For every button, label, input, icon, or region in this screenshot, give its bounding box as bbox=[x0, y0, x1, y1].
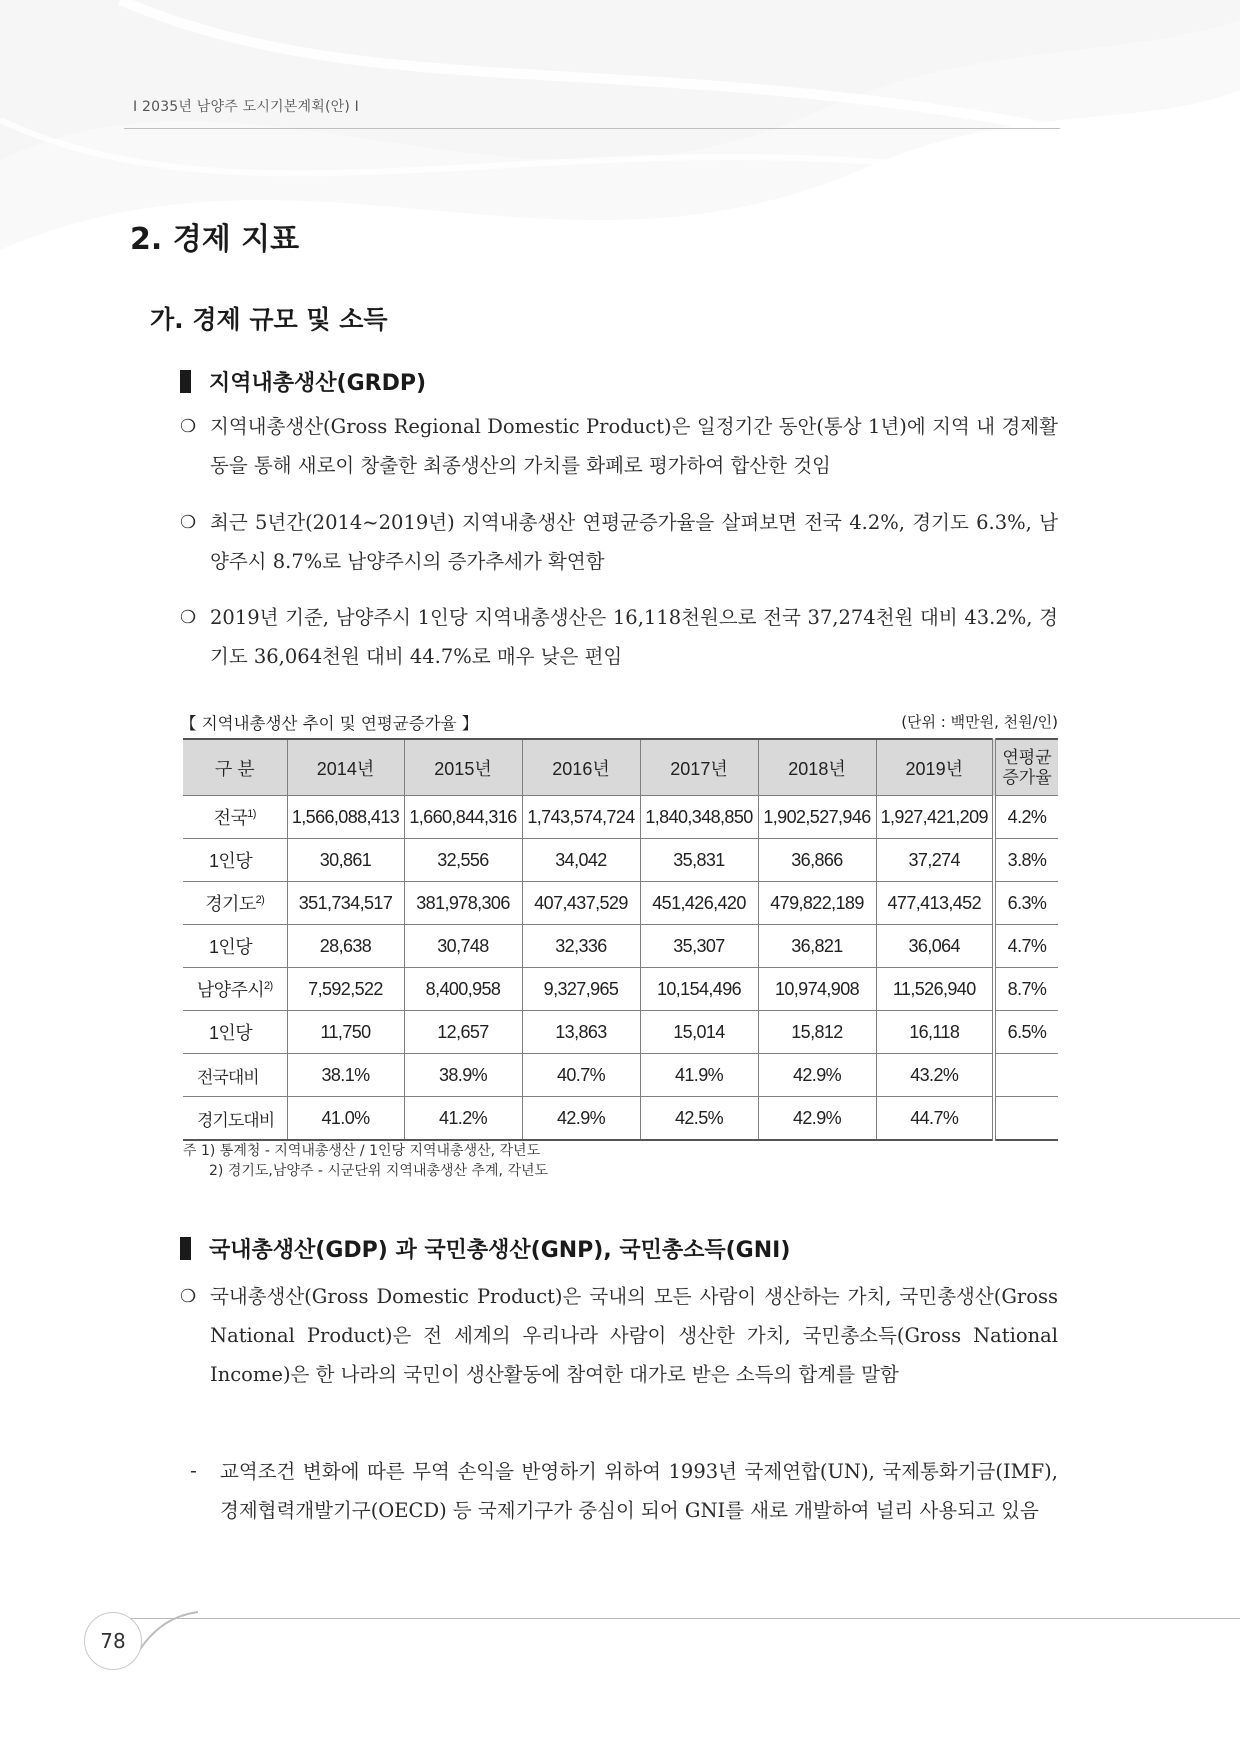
circle-bullet-icon: ❍ bbox=[180, 512, 197, 533]
table-cell: 351,734,517 bbox=[287, 882, 404, 925]
table-cell: 16,118 bbox=[876, 1011, 994, 1054]
growth-rate-cell bbox=[994, 1097, 1058, 1141]
gdp-paragraph: ❍ 국내총생산(Gross Domestic Product)은 국내의 모든 사람이 생산하는 가치, 국민총생산(Gross National Product)은 전 세계의 우리나라 사람이 생산한 가치, 국민총소득(Gross National Income)은 한 나라의 국민이 생산활동에 참여한 대가로 받은 소득의 합계를 말함 bbox=[180, 1277, 1058, 1394]
header-growth-rate: 연평균 증가율 bbox=[994, 739, 1058, 796]
table-cell: 41.9% bbox=[640, 1054, 758, 1097]
table-cell: 15,812 bbox=[758, 1011, 876, 1054]
table-cell: 1,660,844,316 bbox=[404, 796, 522, 839]
table-cell: 35,831 bbox=[640, 839, 758, 882]
table-body bbox=[183, 796, 1058, 1141]
table-cell: 30,861 bbox=[287, 839, 404, 882]
table-cell: 36,866 bbox=[758, 839, 876, 882]
gdp-heading-text: 국내총생산(GDP) 과 국민총생산(GNP), 국민총소득(GNI) bbox=[209, 1238, 791, 1263]
footnote-marker: 1) bbox=[247, 808, 256, 820]
table-cell: 1,566,088,413 bbox=[287, 796, 404, 839]
row-label: 남양주시$^{2)}$ bbox=[183, 968, 287, 1011]
table-cell: 32,336 bbox=[522, 925, 640, 968]
section-title: 2. 경제 지표 bbox=[130, 222, 300, 257]
table-cell: 41.0% bbox=[287, 1097, 404, 1141]
growth-rate-cell: 6.3% bbox=[994, 882, 1058, 925]
grdp-paragraph-1: ❍ 지역내총생산(Gross Regional Domestic Product)은 일정기간 동안(통상 1년)에 지역 내 경제활동을 통해 새로이 창출한 최종생산의 가치를 화폐로 평가하여 합산한 것임 bbox=[180, 407, 1058, 485]
row-label: 전국$^{1)}$ bbox=[183, 796, 287, 839]
table-cell: 10,974,908 bbox=[758, 968, 876, 1011]
table-cell: 10,154,496 bbox=[640, 968, 758, 1011]
header-year: 2018년 bbox=[758, 739, 876, 796]
table-cell: 1,743,574,724 bbox=[522, 796, 640, 839]
table-cell: 12,657 bbox=[404, 1011, 522, 1054]
table-cell: 32,556 bbox=[404, 839, 522, 882]
header-year: 2016년 bbox=[522, 739, 640, 796]
table-row bbox=[183, 1054, 1058, 1097]
header-year: 2014년 bbox=[287, 739, 404, 796]
table-cell: 1,902,527,946 bbox=[758, 796, 876, 839]
growth-rate-cell: 6.5% bbox=[994, 1011, 1058, 1054]
table-caption: 【 지역내총생산 추이 및 연평균증가율 】 bbox=[180, 714, 479, 733]
header-year: 2015년 bbox=[404, 739, 522, 796]
table-cell: 38.9% bbox=[404, 1054, 522, 1097]
row-label: 1인당 bbox=[183, 1011, 287, 1054]
table-cell: 28,638 bbox=[287, 925, 404, 968]
table-cell: 381,978,306 bbox=[404, 882, 522, 925]
dash-bullet: - bbox=[190, 1460, 197, 1482]
table-cell: 42.9% bbox=[758, 1097, 876, 1141]
grdp-heading bbox=[180, 366, 426, 397]
table-cell: 37,274 bbox=[876, 839, 994, 882]
footnote-marker: 2) bbox=[255, 894, 265, 906]
footer-divider bbox=[110, 1618, 1240, 1619]
table-cell: 42.9% bbox=[522, 1097, 640, 1141]
footnote-marker: 2) bbox=[264, 980, 273, 992]
grdp-paragraph-2: ❍ 최근 5년간(2014~2019년) 지역내총생산 연평균증가율을 살펴보면 전국 4.2%, 경기도 6.3%, 남양주시 8.7%로 남양주시의 증가추세가 확연함 bbox=[180, 503, 1058, 581]
row-label: 전국대비 bbox=[183, 1054, 287, 1097]
table-cell: 8,400,958 bbox=[404, 968, 522, 1011]
table-cell: 477,413,452 bbox=[876, 882, 994, 925]
growth-rate-cell: 3.8% bbox=[994, 839, 1058, 882]
table-cell: 7,592,522 bbox=[287, 968, 404, 1011]
circle-bullet-icon: ❍ bbox=[180, 416, 197, 437]
table-row bbox=[183, 796, 1058, 839]
table-row bbox=[183, 839, 1058, 882]
header-divider bbox=[124, 128, 1060, 129]
table-cell: 479,822,189 bbox=[758, 882, 876, 925]
table-row bbox=[183, 968, 1058, 1011]
gdp-heading bbox=[180, 1233, 790, 1264]
growth-rate-cell bbox=[994, 1054, 1058, 1097]
table-cell: 42.9% bbox=[758, 1054, 876, 1097]
row-label: 경기도$^{2)}$ bbox=[183, 882, 287, 925]
header-year: 2017년 bbox=[640, 739, 758, 796]
square-bullet-icon bbox=[180, 370, 191, 393]
gni-paragraph: - 교역조건 변화에 따른 무역 손익을 반영하기 위하여 1993년 국제연합(UN), 국제통화기금(IMF), 경제협력개발기구(OECD) 등 국제기구가 중심이 되어 GNI를 새로 개발하여 널리 사용되고 있음 bbox=[190, 1452, 1058, 1530]
growth-rate-cell: 4.7% bbox=[994, 925, 1058, 968]
row-label: 경기도대비 bbox=[183, 1097, 287, 1141]
growth-rate-cell: 8.7% bbox=[994, 968, 1058, 1011]
table-cell: 35,307 bbox=[640, 925, 758, 968]
table-row bbox=[183, 925, 1058, 968]
grdp-paragraph-3: ❍ 2019년 기준, 남양주시 1인당 지역내총생산은 16,118천원으로 전국 37,274천원 대비 43.2%, 경기도 36,064천원 대비 44.7%로 매우 낮은 편임 bbox=[180, 598, 1058, 676]
table-cell: 15,014 bbox=[640, 1011, 758, 1054]
table-note-1: 주 1) 통계청 - 지역내총생산 / 1인당 지역내총생산, 각년도 bbox=[183, 1143, 541, 1159]
grdp-table bbox=[183, 738, 1058, 1141]
table-row bbox=[183, 1011, 1058, 1054]
table-cell: 9,327,965 bbox=[522, 968, 640, 1011]
square-bullet-icon bbox=[180, 1237, 191, 1260]
table-cell: 11,526,940 bbox=[876, 968, 994, 1011]
circle-bullet-icon: ❍ bbox=[180, 1286, 197, 1307]
growth-rate-cell: 4.2% bbox=[994, 796, 1058, 839]
table-cell: 11,750 bbox=[287, 1011, 404, 1054]
table-row bbox=[183, 882, 1058, 925]
table-unit: (단위 : 백만원, 천원/인) bbox=[901, 713, 1058, 731]
running-header: Ⅰ 2035년 남양주 도시기본계획(안) Ⅰ bbox=[133, 99, 359, 115]
table-cell: 407,437,529 bbox=[522, 882, 640, 925]
table-cell: 44.7% bbox=[876, 1097, 994, 1141]
header-year: 2019년 bbox=[876, 739, 994, 796]
table-cell: 1,927,421,209 bbox=[876, 796, 994, 839]
table-cell: 41.2% bbox=[404, 1097, 522, 1141]
row-label: 1인당 bbox=[183, 925, 287, 968]
table-row bbox=[183, 1097, 1058, 1141]
table-cell: 42.5% bbox=[640, 1097, 758, 1141]
table-header-row bbox=[183, 739, 1058, 796]
table-cell: 36,821 bbox=[758, 925, 876, 968]
circle-bullet-icon: ❍ bbox=[180, 607, 197, 628]
table-cell: 36,064 bbox=[876, 925, 994, 968]
table-cell: 30,748 bbox=[404, 925, 522, 968]
row-label: 1인당 bbox=[183, 839, 287, 882]
table-cell: 451,426,420 bbox=[640, 882, 758, 925]
table-cell: 43.2% bbox=[876, 1054, 994, 1097]
table-cell: 13,863 bbox=[522, 1011, 640, 1054]
table-cell: 34,042 bbox=[522, 839, 640, 882]
table-cell: 40.7% bbox=[522, 1054, 640, 1097]
page-number: 78 bbox=[84, 1612, 142, 1670]
grdp-heading-text: 지역내총생산(GRDP) bbox=[209, 371, 427, 396]
table-cell: 1,840,348,850 bbox=[640, 796, 758, 839]
header-category: 구 분 bbox=[183, 739, 287, 796]
table-cell: 38.1% bbox=[287, 1054, 404, 1097]
table-note-2: 2) 경기도,남양주 - 시군단위 지역내총생산 추계, 각년도 bbox=[209, 1163, 549, 1179]
subsection-title: 가. 경제 규모 및 소득 bbox=[150, 305, 388, 334]
